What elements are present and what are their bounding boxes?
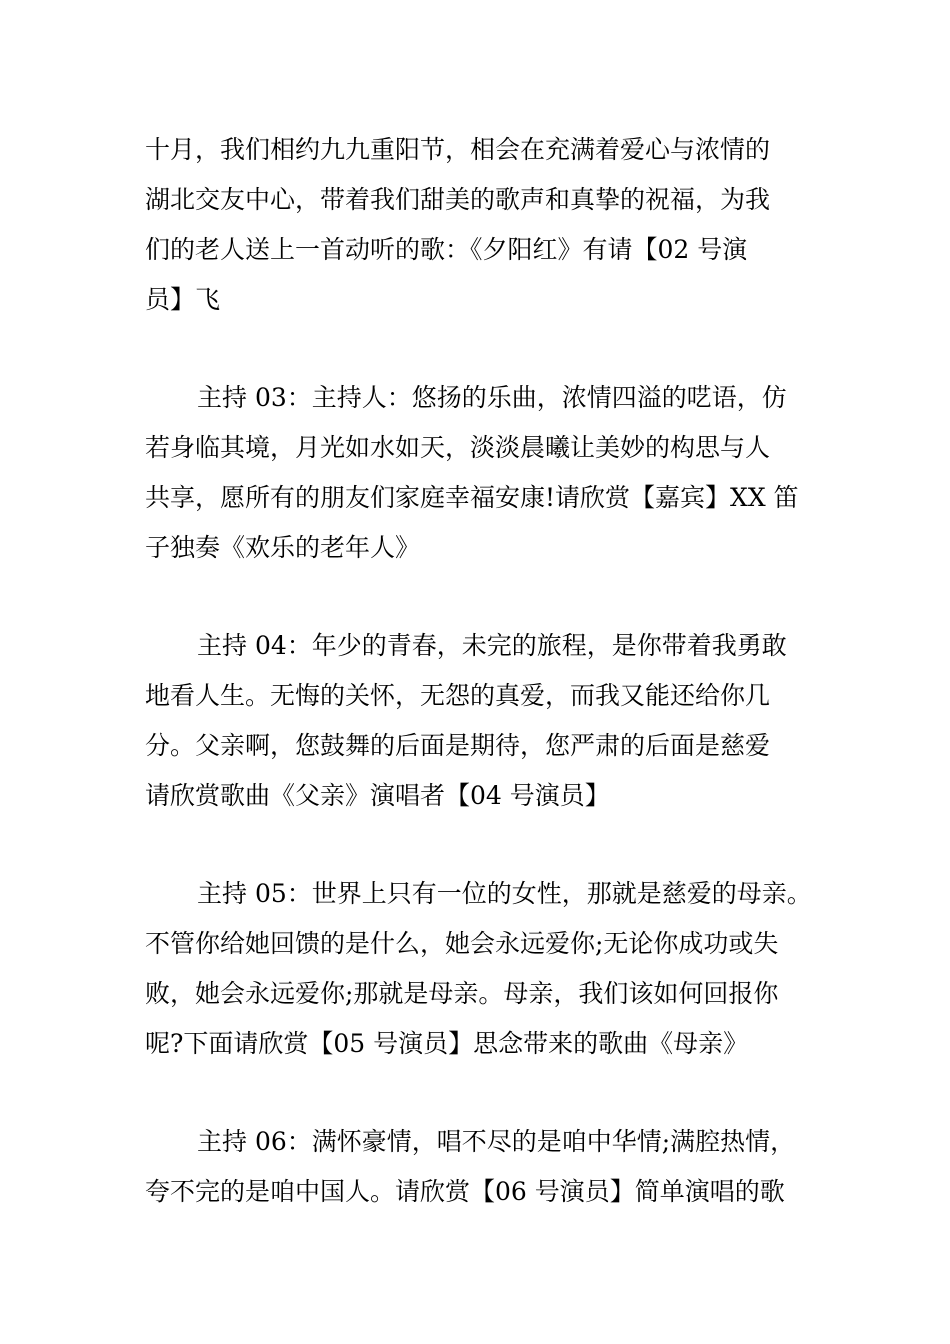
paragraph-1-line-1: 十月，我们相约九九重阳节，相会在充满着爱心与浓情的 <box>145 135 771 164</box>
paragraph-2-line-1: 主持 03：主持人：悠扬的乐曲，浓情四溢的呓语，仿 <box>197 383 787 412</box>
paragraph-3-line-3: 分。父亲啊，您鼓舞的后面是期待，您严肃的后面是慈爱 <box>145 731 771 760</box>
paragraph-4-line-3: 败，她会永远爱你;那就是母亲。母亲，我们该如何回报你 <box>145 979 779 1008</box>
paragraph-1-line-4: 员】飞 <box>145 285 221 314</box>
paragraph-4-line-4: 呢?下面请欣赏【05 号演员】思念带来的歌曲《母亲》 <box>145 1029 749 1058</box>
paragraph-2-line-3: 共享，愿所有的朋友们家庭幸福安康!请欣赏【嘉宾】XX 笛 <box>145 483 799 512</box>
paragraph-2-line-4: 子独奏《欢乐的老年人》 <box>145 533 421 562</box>
paragraph-1-line-3: 们的老人送上一首动听的歌：《夕阳红》有请【02 号演 <box>145 235 748 264</box>
paragraph-3-line-1: 主持 04：年少的青春，未完的旅程，是你带着我勇敢 <box>197 631 787 660</box>
paragraph-2-line-2: 若身临其境，月光如水如天，淡淡晨曦让美妙的构思与人 <box>145 433 771 462</box>
paragraph-5-line-1: 主持 06：满怀豪情，唱不尽的是咱中华情;满腔热情， <box>197 1127 796 1156</box>
paragraph-5-line-2: 夸不完的是咱中国人。请欣赏【06 号演员】简单演唱的歌 <box>145 1177 785 1206</box>
paragraph-3-line-2: 地看人生。无悔的关怀，无怨的真爱，而我又能还给你几 <box>145 681 771 710</box>
paragraph-4-line-2: 不管你给她回馈的是什么，她会永远爱你;无论你成功或失 <box>145 929 779 958</box>
paragraph-3-line-4: 请欣赏歌曲《父亲》演唱者【04 号演员】 <box>145 781 610 810</box>
paragraph-1-line-2: 湖北交友中心，带着我们甜美的歌声和真挚的祝福，为我 <box>145 185 771 214</box>
paragraph-4-line-1: 主持 05：世界上只有一位的女性，那就是慈爱的母亲。 <box>197 879 812 908</box>
